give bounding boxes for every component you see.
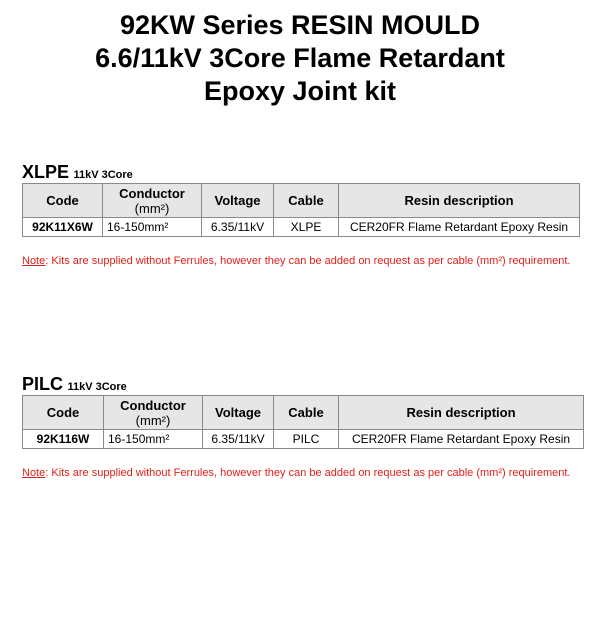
resin-header: Resin description [339, 184, 580, 218]
conductor-header [103, 184, 202, 218]
pilc-heading-name: PILC [22, 374, 64, 394]
note-label: Note [22, 467, 46, 479]
table-row [23, 218, 580, 237]
xlpe-heading-name: XLPE [22, 162, 70, 182]
code-header: Code [23, 184, 103, 218]
cable-header: Cable [274, 396, 339, 430]
pilc-note [22, 467, 582, 480]
cable-cell: PILC [274, 430, 339, 449]
document-title [0, 9, 600, 108]
voltage-header: Voltage [202, 184, 274, 218]
note-text: : Kits are supplied without Ferrules, however they can be added on request as per cable (mm²) requirement. [45, 467, 571, 479]
resin-header: Resin description [339, 396, 584, 430]
conductor-header [104, 396, 203, 430]
xlpe-note [22, 255, 582, 268]
code-cell: 92K11X6W [23, 218, 103, 237]
pilc-table [22, 395, 584, 449]
xlpe-table [22, 183, 580, 237]
conductor-cell: 16-150mm² [104, 430, 203, 449]
cable-header: Cable [274, 184, 339, 218]
xlpe-heading [22, 161, 582, 183]
title-line-1: 92KW Series RESIN MOULD [119, 10, 481, 40]
resin-cell: CER20FR Flame Retardant Epoxy Resin [339, 430, 584, 449]
voltage-header: Voltage [203, 396, 274, 430]
pilc-section [22, 373, 582, 480]
conductor-cell: 16-150mm² [103, 218, 202, 237]
table-row [23, 430, 584, 449]
xlpe-section [22, 161, 582, 268]
pilc-heading [22, 373, 582, 395]
table-header-row [23, 184, 580, 218]
code-cell: 92K116W [23, 430, 104, 449]
conductor-header-unit: (mm²) [135, 412, 171, 428]
xlpe-heading-subtitle: 11kV 3Core [73, 169, 133, 181]
voltage-cell: 6.35/11kV [203, 430, 274, 449]
resin-cell: CER20FR Flame Retardant Epoxy Resin [339, 218, 580, 237]
table-header-row [23, 396, 584, 430]
note-text: : Kits are supplied without Ferrules, however they can be added on request as per cable (mm²) requirement. [45, 255, 571, 267]
cable-cell: XLPE [274, 218, 339, 237]
voltage-cell: 6.35/11kV [202, 218, 274, 237]
conductor-header-label: Conductor [120, 397, 186, 413]
pilc-heading-subtitle: 11kV 3Core [67, 381, 127, 393]
title-line-3: Epoxy Joint kit [203, 76, 397, 106]
title-line-2: 6.6/11kV 3Core Flame Retardant [95, 43, 505, 73]
code-header: Code [23, 396, 104, 430]
conductor-header-unit: (mm²) [134, 200, 170, 216]
conductor-header-label: Conductor [119, 185, 185, 201]
note-label: Note [22, 255, 46, 267]
